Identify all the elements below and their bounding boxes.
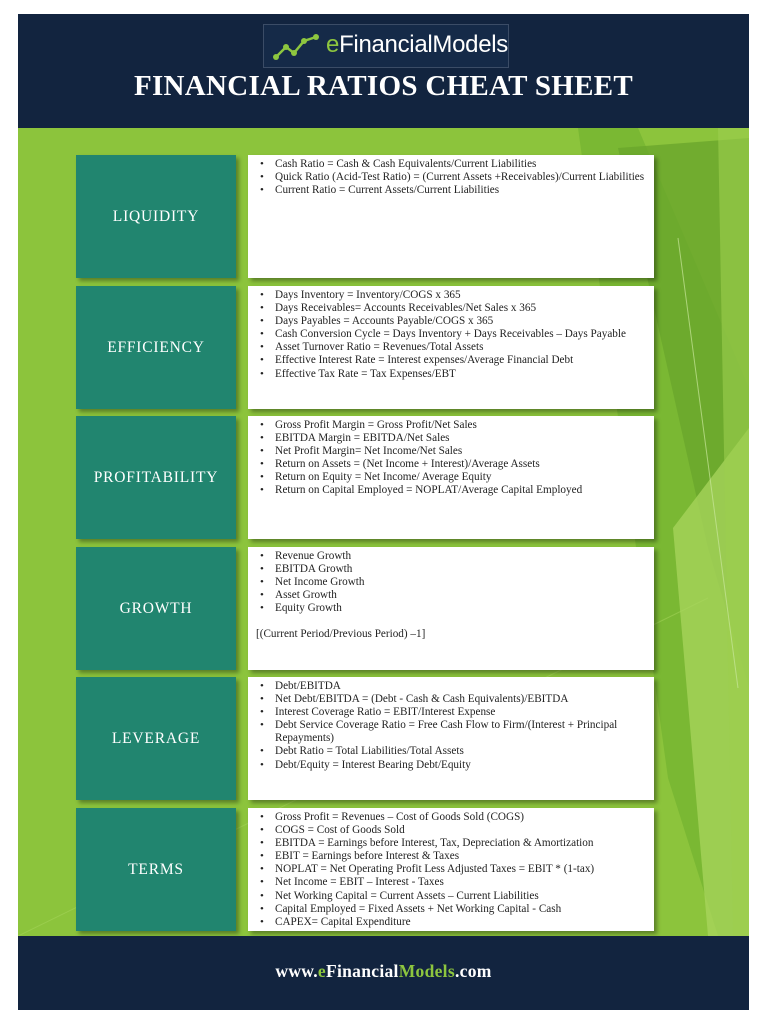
logo-prefix: e [326, 31, 340, 58]
formula-item: • Debt/Equity = Interest Bearing Debt/Equity [275, 759, 646, 772]
section-content [248, 155, 654, 278]
formula-item: • Net Income Growth [275, 576, 646, 589]
section-label: EFFICIENCY [76, 286, 236, 409]
formula-item: • CAPEX= Capital Expenditure [275, 916, 646, 929]
section-label: PROFITABILITY [76, 416, 236, 539]
section-content [248, 547, 654, 670]
footer-financial: Financial [325, 961, 399, 981]
formula-item: • Debt Service Coverage Ratio = Free Cash Flow to Firm/(Interest + Principal Repayments) [275, 719, 646, 745]
formula-item: • Cash Conversion Cycle = Days Inventory + Days Receivables – Days Payable [275, 328, 646, 341]
logo-name: FinancialModels [339, 31, 508, 58]
formula-item: • Current Ratio = Current Assets/Current Liabilities [275, 184, 646, 197]
formula-item: • Gross Profit Margin = Gross Profit/Net Sales [275, 419, 646, 432]
formula-item: • Return on Capital Employed = NOPLAT/Average Capital Employed [275, 484, 646, 497]
footer-url[interactable] [18, 961, 749, 982]
brand-logo[interactable] [263, 24, 509, 68]
formula-item: • Equity Growth [275, 602, 646, 615]
footer-banner [18, 936, 749, 1010]
header-banner [18, 14, 749, 128]
formula-item: • Quick Ratio (Acid-Test Ratio) = (Current Assets +Receivables)/Current Liabilities [275, 171, 646, 184]
formula-item: • Return on Equity = Net Income/ Average Equity [275, 471, 646, 484]
formula-item: • Effective Tax Rate = Tax Expenses/EBT [275, 368, 646, 381]
formula-item: • Cash Ratio = Cash & Cash Equivalents/Current Liabilities [275, 158, 646, 171]
section-row-profitability [76, 416, 654, 539]
section-content [248, 808, 654, 931]
formula-item: • Net Working Capital = Current Assets – Current Liabilities [275, 890, 646, 903]
content-area [18, 128, 749, 936]
formula-item: • EBITDA Margin = EBITDA/Net Sales [275, 432, 646, 445]
formula-list [256, 419, 646, 498]
formula-item: • EBIT = Earnings before Interest & Taxes [275, 850, 646, 863]
formula-item: • Asset Turnover Ratio = Revenues/Total Assets [275, 341, 646, 354]
section-row-liquidity [76, 155, 654, 278]
formula-item: • Revenue Growth [275, 550, 646, 563]
formula-item: • Debt/EBITDA [275, 680, 646, 693]
formula-list [256, 550, 646, 615]
section-content [248, 677, 654, 800]
footer-models: Models [398, 961, 455, 981]
formula-item: • Effective Interest Rate = Interest expenses/Average Financial Debt [275, 354, 646, 367]
section-row-terms [76, 808, 654, 931]
section-label: LIQUIDITY [76, 155, 236, 278]
footer-www: www. [275, 961, 318, 981]
formula-note: [(Current Period/Previous Period) –1] [256, 628, 426, 641]
formula-item: • COGS = Cost of Goods Sold [275, 824, 646, 837]
footer-e: e [317, 961, 326, 981]
section-label: GROWTH [76, 547, 236, 670]
formula-item: • Days Inventory = Inventory/COGS x 365 [275, 289, 646, 302]
formula-item: • Asset Growth [275, 589, 646, 602]
formula-item: • Days Receivables= Accounts Receivables/Net Sales x 365 [275, 302, 646, 315]
formula-item: • Interest Coverage Ratio = EBIT/Interest Expense [275, 706, 646, 719]
logo-wordmark [326, 31, 508, 59]
formula-item: • EBITDA = Earnings before Interest, Tax, Depreciation & Amortization [275, 837, 646, 850]
formula-item: • Net Income = EBIT – Interest - Taxes [275, 876, 646, 889]
formula-item: • Net Debt/EBITDA = (Debt - Cash & Cash Equivalents)/EBITDA [275, 693, 646, 706]
section-row-efficiency [76, 286, 654, 409]
section-row-leverage [76, 677, 654, 800]
formula-list [256, 680, 646, 772]
formula-list [256, 811, 646, 929]
footer-com: .com [454, 961, 492, 981]
section-content [248, 286, 654, 409]
section-label: LEVERAGE [76, 677, 236, 800]
formula-list [256, 289, 646, 381]
section-content [248, 416, 654, 539]
formula-item: • Debt Ratio = Total Liabilities/Total Assets [275, 745, 646, 758]
cheat-sheet [18, 14, 749, 1010]
section-label: TERMS [76, 808, 236, 931]
formula-item: • Capital Employed = Fixed Assets + Net Working Capital - Cash [275, 903, 646, 916]
formula-item: • Net Profit Margin= Net Income/Net Sales [275, 445, 646, 458]
formula-item: • Return on Assets = (Net Income + Interest)/Average Assets [275, 458, 646, 471]
chart-line-icon [272, 31, 322, 63]
formula-list [256, 158, 646, 197]
formula-item: • Gross Profit = Revenues – Cost of Goods Sold (COGS) [275, 811, 646, 824]
formula-item: • EBITDA Growth [275, 563, 646, 576]
formula-item: • NOPLAT = Net Operating Profit Less Adjusted Taxes = EBIT * (1-tax) [275, 863, 646, 876]
formula-item: • Days Payables = Accounts Payable/COGS x 365 [275, 315, 646, 328]
page-title: FINANCIAL RATIOS CHEAT SHEET [133, 70, 634, 102]
section-row-growth [76, 547, 654, 670]
